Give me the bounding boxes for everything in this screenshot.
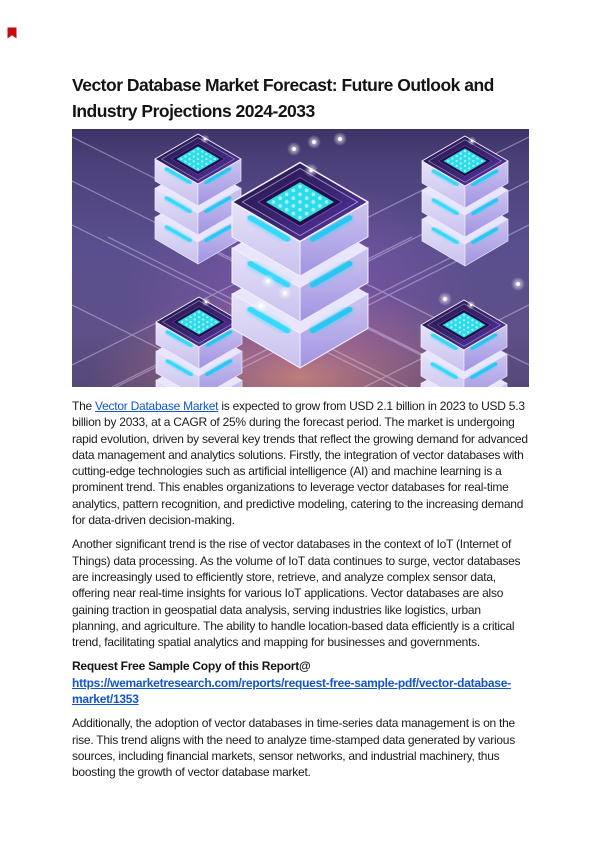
page-title-line-2: Industry Projections 2024-2033 (72, 101, 315, 121)
database-stack-top-left (155, 134, 241, 264)
request-sample-heading: Request Free Sample Copy of this Report@ (72, 659, 311, 674)
paragraph-iot-trend: Another significant trend is the rise of vector databases in the context of IoT (Internet of Things) data processing. As the volume of IoT data continues to surge, vector databases are increasingly used to efficiently store, retrieve, and analyze complex sensor data, offering near real-time insights for various IoT applications. Vector databases are also gaining traction in geospatial data analysis, serving industries like logistics, urban planning, and agriculture. The ability to handle location-based data efficiently is a critical trend, facilitating spatial analytics and mapping for businesses and governments. (72, 537, 521, 650)
p1-prefix: The (72, 399, 96, 413)
p1-rest: is expected to grow from USD 2.1 billion in 2023 to USD 5.3 billion by 2033, at a CAGR of 25% during the forecast period. The market is undergoing rapid evolution, driven by several key trends that reflect the growing demand for advanced data management and analytics solutions. Firstly, the integration of vector databases with cutting-edge technologies such as artificial intelligence (AI) and machine learning is a prominent trend. This enables organizations to leverage vector databases for real-time analytics, pattern recognition, and predictive modeling, catering to the increasing demand for data-driven decision-making. (72, 399, 528, 528)
paragraph-time-series: Additionally, the adoption of vector databases in time-series data management is on the rise. This trend aligns with the need to analyze time-stamped data generated by various sources, including financial markets, sensor networks, and industrial machinery, thus boosting the growth of vector database market. (72, 716, 515, 780)
article (72, 72, 529, 789)
request-sample-url-link[interactable]: https://wemarketresearch.com/reports/request-free-sample-pdf/vector-database-market/1353 (72, 675, 511, 707)
vector-database-market-link[interactable]: Vector Database Market (95, 399, 219, 413)
page-title-line-1: Vector Database Market Forecast: Future Outlook and (72, 75, 494, 95)
paragraph-market-growth (72, 398, 529, 528)
hero-illustration (72, 129, 529, 387)
database-stack-top-right (422, 136, 508, 266)
database-stack-center (232, 163, 368, 368)
red-bookmark-icon (7, 27, 17, 39)
hero-image (72, 129, 529, 387)
